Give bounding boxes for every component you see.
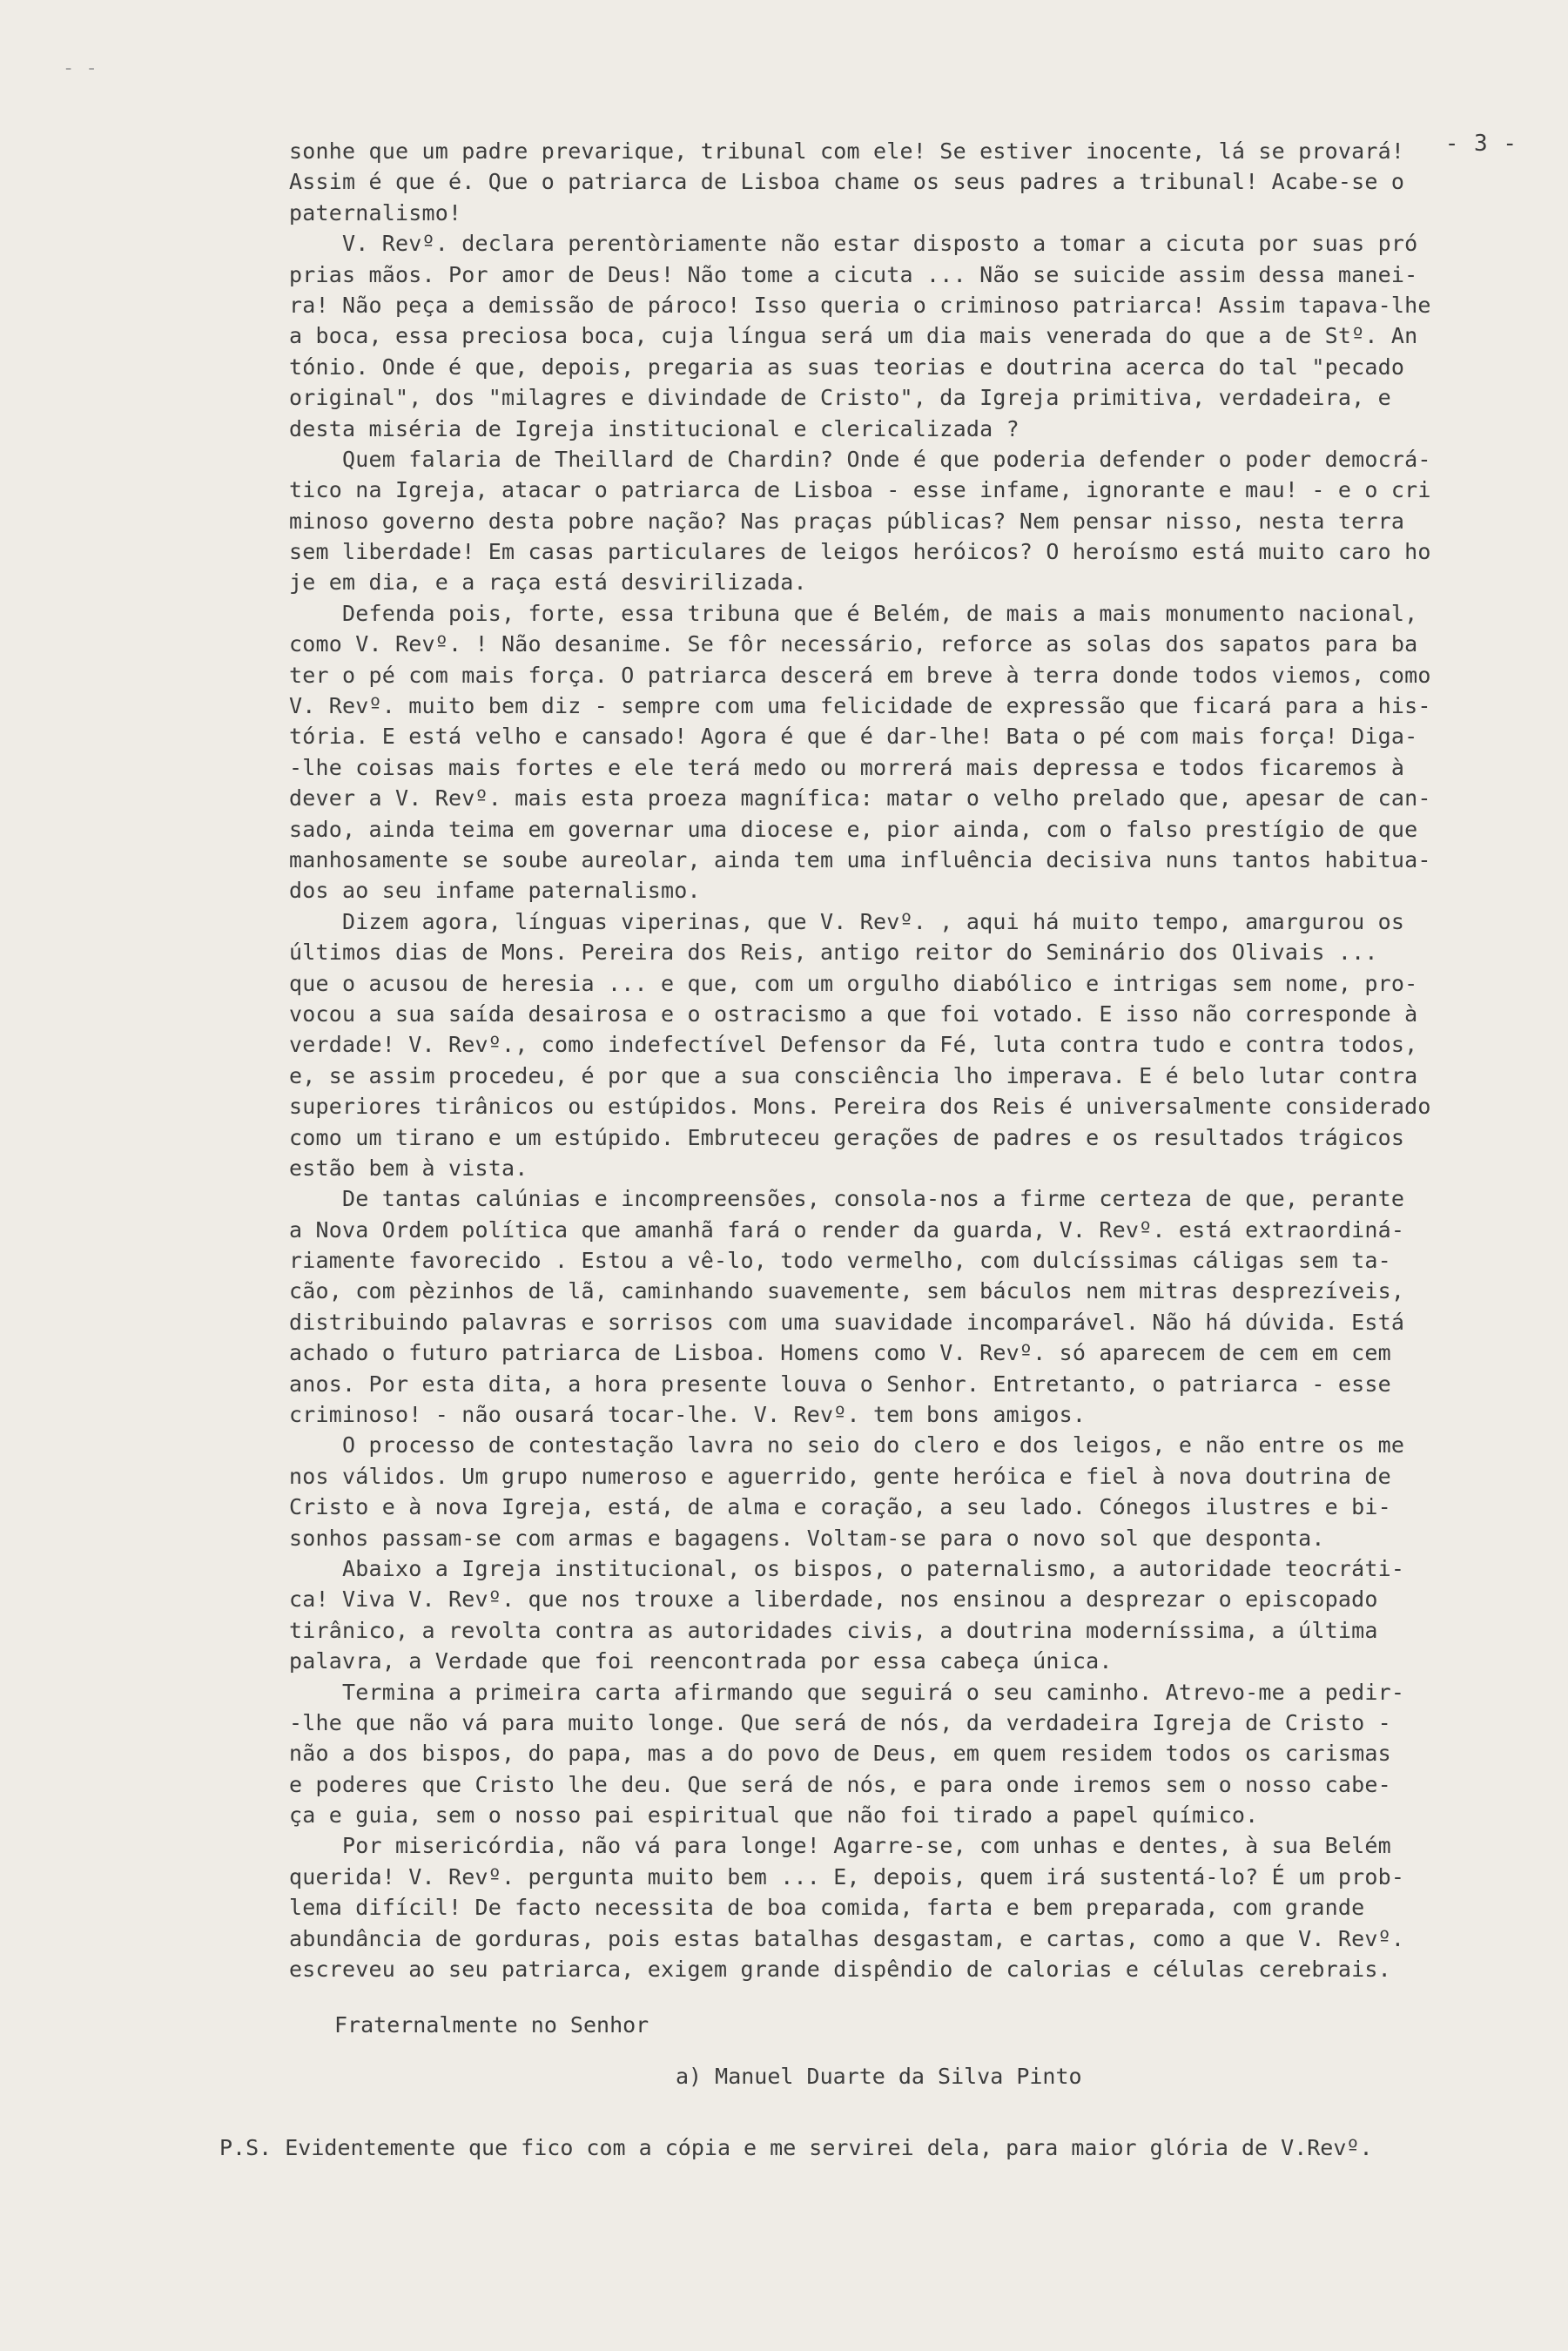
text-line: abundância de gorduras, pois estas batalhas desgastam, e cartas, como a que V. Revº. [289,1925,1405,1951]
text-line: ça e guia, sem o nosso pai espiritual que não foi tirado a papel químico. [289,1802,1259,1829]
text-line: estão bem à vista. [289,1155,528,1181]
text-line: -lhe que não vá para muito longe. Que será de nós, da verdadeira Igreja de Cristo - [289,1709,1391,1735]
text-line: V. Revº. declara perentòriamente não estar disposto a tomar a cicuta por suas pró [289,231,1418,257]
text-line: achado o futuro patriarca de Lisboa. Homens como V. Revº. só aparecem de cem em cem [289,1340,1391,1366]
text-line: e, se assim procedeu, é por que a sua consciência lho imperava. E é belo lutar contra [289,1062,1418,1088]
postscript: P.S. Evidentemente que fico com a cópia e me servirei dela, para maior glória de V.Revº. [219,2135,1373,2160]
text-line: ter o pé com mais força. O patriarca descerá em breve à terra donde todos viemos, como [289,662,1431,688]
text-line: verdade! V. Revº., como indefectível Defensor da Fé, luta contra tudo e contra todos, [289,1032,1418,1058]
text-line: O processo de contestação lavra no seio do clero e dos leigos, e não entre os me [289,1432,1405,1458]
text-line: original", dos "milagres e divindade de Cristo", da Igreja primitiva, verdadeira, e [289,385,1391,411]
text-line: sonhe que um padre prevarique, tribunal com ele! Se estiver inocente, lá se provará! [289,138,1405,164]
text-line: a Nova Ordem política que amanhã fará o render da guarda, V. Revº. está extraordiná- [289,1216,1405,1243]
text-line: ca! Viva V. Revº. que nos trouxe a liberdade, nos ensinou a desprezar o episcopado [289,1586,1378,1613]
text-line: De tantas calúnias e incompreensões, consola-nos a firme certeza de que, perante [289,1186,1405,1212]
text-line: minoso governo desta pobre nação? Nas praças públicas? Nem pensar nisso, nesta terra [289,508,1405,534]
text-line: tico na Igreja, atacar o patriarca de Lisboa - esse infame, ignorante e mau! - e o cri [289,477,1431,503]
text-line: sado, ainda teima em governar uma diocese e, pior ainda, com o falso prestígio de que [289,816,1418,842]
text-line: nos válidos. Um grupo numeroso e aguerrido, gente heróica e fiel à nova doutrina de [289,1463,1391,1489]
letter-body [289,136,1447,1984]
text-line: Termina a primeira carta afirmando que seguirá o seu caminho. Atrevo-me a pedir- [289,1679,1405,1705]
text-line: criminoso! - não ousará tocar-lhe. V. Revº. tem bons amigos. [289,1402,1087,1428]
text-line: distribuindo palavras e sorrisos com uma suavidade incomparável. Não há dúvida. Está [289,1309,1405,1335]
text-line: manhosamente se soube aureolar, ainda tem uma influência decisiva nuns tantos habitua- [289,846,1431,872]
text-line: cão, com pèzinhos de lã, caminhando suavemente, sem báculos nem mitras desprezíveis, [289,1278,1405,1304]
text-line: como um tirano e um estúpido. Embruteceu gerações de padres e os resultados trágicos [289,1124,1405,1150]
text-line: não a dos bispos, do papa, mas a do povo de Deus, em quem residem todos os carismas [289,1741,1391,1767]
text-line: e poderes que Cristo lhe deu. Que será de nós, e para onde iremos sem o nosso cabe- [289,1771,1391,1797]
text-line: Por misericórdia, não vá para longe! Agarre-se, com unhas e dentes, à sua Belém [289,1833,1391,1859]
page-mark: - - [63,57,98,79]
text-line: Abaixo a Igreja institucional, os bispos, o paternalismo, a autoridade teocráti- [289,1555,1405,1581]
text-line: tória. E está velho e cansado! Agora é que é dar-lhe! Bata o pé com mais força! Diga- [289,724,1418,750]
text-line: anos. Por esta dita, a hora presente louva o Senhor. Entretanto, o patriarca - esse [289,1371,1391,1397]
text-line: Quem falaria de Theillard de Chardin? Onde é que poderia defender o poder democrá- [289,446,1431,472]
text-line: querida! V. Revº. pergunta muito bem ... E, depois, quem irá sustentá-lo? É um prob- [289,1863,1405,1890]
text-line: Cristo e à nova Igreja, está, de alma e coração, a seu lado. Cónegos ilustres e bi- [289,1494,1391,1520]
signature: a) Manuel Duarte da Silva Pinto [676,2064,1082,2089]
text-line: sem liberdade! Em casas particulares de leigos heróicos? O heroísmo está muito caro ho [289,539,1431,565]
text-line: Defenda pois, forte, essa tribuna que é Belém, de mais a mais monumento nacional, [289,600,1418,626]
text-line: prias mãos. Por amor de Deus! Não tome a cicuta ... Não se suicide assim dessa manei- [289,261,1418,287]
text-line: sonhos passam-se com armas e bagagens. Voltam-se para o novo sol que desponta. [289,1525,1325,1551]
text-line: a boca, essa preciosa boca, cuja língua será um dia mais venerada do que a de Stº. An [289,323,1418,349]
text-line: palavra, a Verdade que foi reencontrada por essa cabeça única. [289,1648,1113,1674]
text-line: desta miséria de Igreja institucional e clericalizada ? [289,415,1020,441]
closing-salutation: Fraternalmente no Senhor [334,2012,649,2038]
text-line: superiores tirânicos ou estúpidos. Mons. Pereira dos Reis é universalmente considerado [289,1094,1431,1120]
page-number: - 3 - [1444,131,1518,157]
text-line: vocou a sua saída desairosa e o ostracismo a que foi votado. E isso não corresponde à [289,1000,1418,1027]
text-line: dever a V. Revº. mais esta proeza magnífica: matar o velho prelado que, apesar de can- [289,785,1431,812]
text-line: tónio. Onde é que, depois, pregaria as suas teorias e doutrina acerca do tal "pecado [289,354,1405,380]
text-line: escreveu ao seu patriarca, exigem grande dispêndio de calorias e células cerebrais. [289,1957,1391,1983]
text-line: ra! Não peça a demissão de pároco! Isso queria o criminoso patriarca! Assim tapava-lhe [289,292,1431,318]
text-line: lema difícil! De facto necessita de boa comida, farta e bem preparada, com grande [289,1895,1365,1921]
text-line: paternalismo! [289,199,462,226]
text-line: dos ao seu infame paternalismo. [289,878,701,904]
text-line: je em dia, e a raça está desvirilizada. [289,569,807,596]
text-line: riamente favorecido . Estou a vê-lo, todo vermelho, com dulcíssimas cáligas sem ta- [289,1248,1391,1274]
text-line: Assim é que é. Que o patriarca de Lisboa chame os seus padres a tribunal! Acabe-se o [289,169,1405,195]
text-line: últimos dias de Mons. Pereira dos Reis, antigo reitor do Seminário dos Olivais ... [289,940,1378,966]
text-line: Dizem agora, línguas viperinas, que V. Revº. , aqui há muito tempo, amargurou os [289,908,1405,934]
text-line: V. Revº. muito bem diz - sempre com uma felicidade de expressão que ficará para a his- [289,693,1431,719]
text-line: como V. Revº. ! Não desanime. Se fôr necessário, reforce as solas dos sapatos para ba [289,631,1418,657]
text-line: -lhe coisas mais fortes e ele terá medo ou morrerá mais depressa e todos ficaremos à [289,754,1405,780]
text-line: que o acusou de heresia ... e que, com um orgulho diabólico e intrigas sem nome, pro- [289,970,1418,996]
text-line: tirânico, a revolta contra as autoridades civis, a doutrina moderníssima, a última [289,1617,1378,1643]
